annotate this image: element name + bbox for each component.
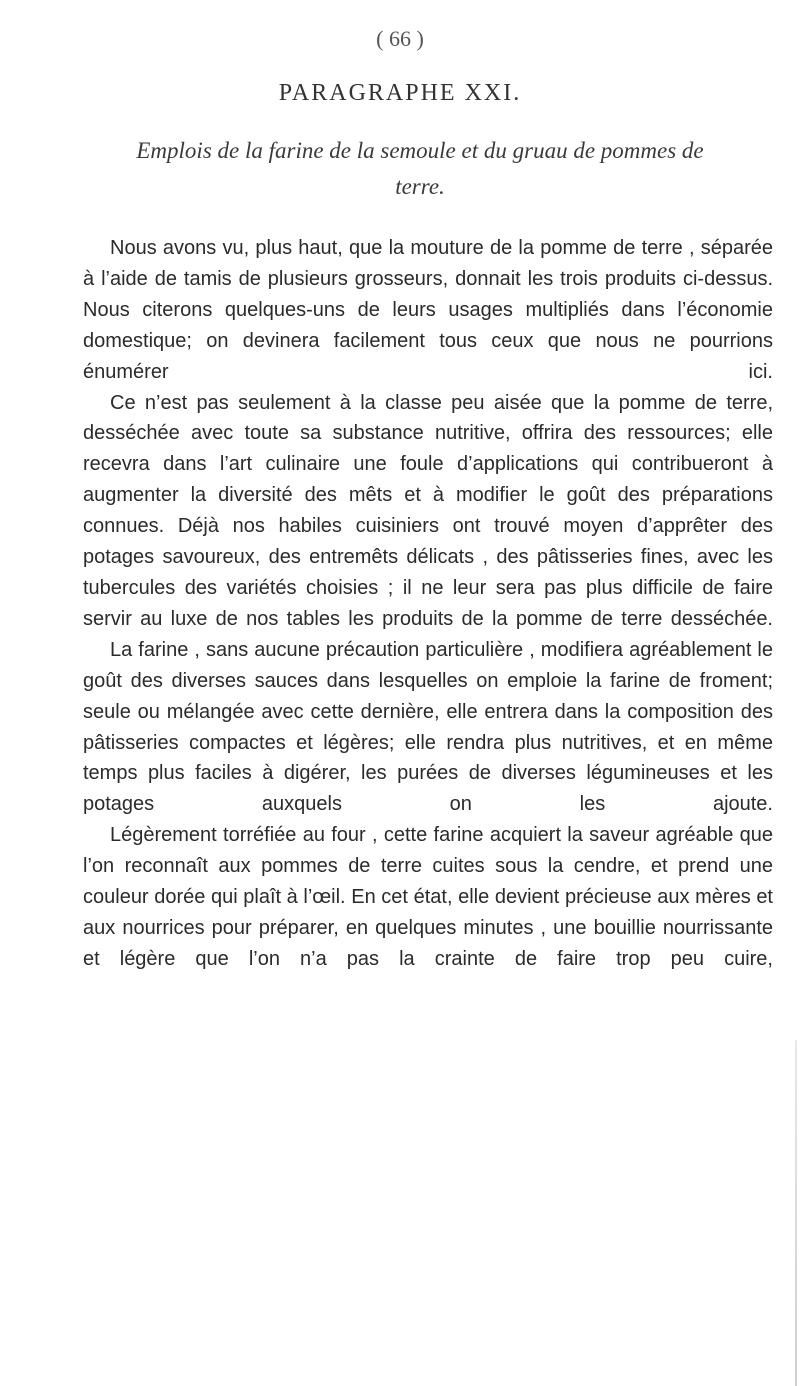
section-subtitle: Emplois de la farine de la semoule et du gruau de pommes de terre. <box>136 138 704 199</box>
paragraph-4: Légèrement torréfiée au four , cette farine acquiert la saveur agréable que l’on reconnaît aux pommes de terre cuites sous la cendre, et prend une couleur dorée qui plaît à l’œil. En cet état, elle devient précieuse aux mères et aux nourrices pour préparer, en quelques minutes , une bouillie nourrissante et légère que l’on n’a pas la crainte de faire trop peu cuire, <box>83 824 773 970</box>
paragraph-3: La farine , sans aucune précaution particulière , modifiera agréablement le goût des diverses sauces dans lesquelles on emploie la farine de froment; seule ou mélangée avec cette dernière, elle entrera dans la composition des pâtisseries compactes et légères; elle rendra plus nutritives, et en même temps plus faciles à digérer, les purées de diverses légumineuses et les potages auxquels on les ajoute. <box>83 638 773 816</box>
paragraph-2: Ce n’est pas seulement à la classe peu aisée que la pomme de terre, desséchée avec toute sa substance nutritive, offrira des ressources; elle recevra dans l’art culinaire une foule d’applications qui contribueront à augmenter la diversité des mêts et à modifier le goût des préparations connues. Déjà nos habiles cuisiniers ont trouvé moyen d’apprêter des potages savoureux, des entremêts délicats , des pâtisseries fines, avec les tubercules des variétés choisies ; il ne leur sera pas plus difficile de faire servir au luxe de nos tables les produits de la pomme de terre desséchée. <box>83 391 773 630</box>
body-text <box>83 233 773 975</box>
page-number: ( 66 ) <box>376 26 424 51</box>
section-heading: PARAGRAPHE XXI. <box>278 80 522 106</box>
page-edge-shadow <box>795 1040 797 1386</box>
paragraph-1: Nous avons vu, plus haut, que la mouture de la pomme de terre , séparée à l’aide de tamis de plusieurs grosseurs, donnait les trois produits ci-dessus. Nous citerons quelques-uns de leurs usages multipliés dans l’économie domestique; on devinera facilement tous ceux que nous ne pourrions énumérer ici. <box>83 237 773 383</box>
